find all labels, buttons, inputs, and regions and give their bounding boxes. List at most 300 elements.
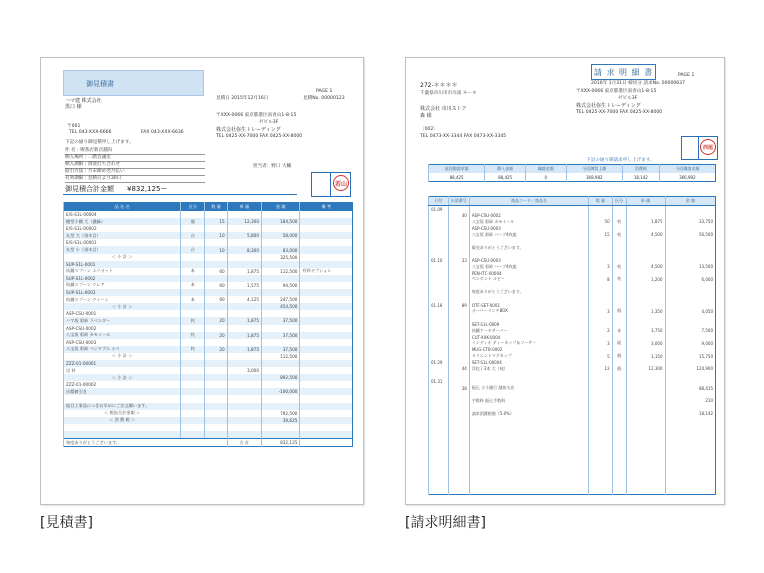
table-cell: 10 [205,232,227,239]
invoice-column-header: 商品コード／商品名 [469,197,588,206]
quote-column-header: 備 考 [300,203,353,212]
table-cell: 3,000 [626,340,665,346]
table-cell: SUP-S1L-0003 [64,289,181,296]
table-cell: 44 [448,366,469,372]
table-cell [262,403,300,410]
table-cell [300,388,353,395]
table-cell [227,225,261,232]
invoice-column-header: 伝票番号 [448,197,469,206]
invoice-summary-table [428,164,716,182]
table-cell: 3,750 [626,327,665,333]
table-cell: ASP-CSU-0002 [64,325,181,332]
table-cell: 792,500 [262,410,300,417]
table-cell: ASP-CSU-0001 [64,310,181,317]
table-row [64,339,353,346]
quote-column-header: 品 名 名 [64,203,181,212]
quote-number: 見積No. 00000123 [303,96,345,101]
quote-footer-total-label: 合 計 [227,439,261,447]
table-cell: 毎度ありがとうございます。 [469,289,588,295]
table-cell: 個 [181,218,205,225]
table-cell [181,303,205,310]
table-row [64,282,353,289]
table-cell: 1,875 [626,219,665,225]
table-cell: 1,875 [227,268,261,275]
quote-total-value: ¥832,125ー [127,185,168,193]
table-cell: 01.29 [429,359,449,365]
quote-subject-block [65,148,205,183]
table-cell [181,261,205,268]
table-cell: 組目工事品につきお早めにご注文願います。 [64,403,181,410]
table-cell [262,310,300,317]
table-cell [262,339,300,346]
table-row [64,367,353,374]
table-cell: 枚 [612,264,626,270]
table-cell [262,261,300,268]
table-cell: SET-S1L-00004 [469,359,588,365]
total-underline [63,194,297,195]
table-cell [227,431,261,438]
table-cell [181,310,205,317]
table-cell: 12 [589,366,613,372]
table-cell [205,403,227,410]
table-cell: OTF-SET-0001 [469,302,588,308]
table-cell: 枚 [181,332,205,339]
table-cell: 88,415 [665,385,716,391]
table-row [64,403,353,410]
table-cell [181,388,205,395]
table-cell [262,367,300,374]
table-cell [469,487,588,494]
summary-value: 18,142 [622,173,659,182]
table-cell: 3 [589,264,613,270]
table-cell: ASP-CSU-0002 [469,212,588,218]
table-cell: 台 [181,246,205,253]
table-cell [64,395,181,402]
table-cell: 37,500 [262,346,300,353]
quote-footer-table [63,438,353,447]
quote-column-header: 単 価 [227,203,261,212]
table-cell: 15,750 [665,353,716,359]
table-cell [469,206,588,213]
table-cell: 20 [205,346,227,353]
table-cell [300,417,353,424]
invoice-column-header: 区分 [612,197,626,206]
company-seal: 若山 [333,175,349,191]
subject-row: 取引方法 : 月末締め翌月払い [65,169,205,176]
table-cell: 1,875 [227,332,261,339]
summary-value: 88,425 [485,173,526,182]
table-cell: 3 [589,340,613,346]
table-cell [262,431,300,438]
table-cell: ZZZ-01-00002 [64,381,181,388]
quote-column-header: 金 額 [262,203,300,212]
table-cell [205,239,227,246]
quote-title-bar [63,70,204,96]
table-cell [227,254,261,261]
table-cell [205,325,227,332]
summary-value: 0 [525,173,566,182]
quote-customer-fax: FAX 043-XXX-6636 [141,130,184,135]
table-cell: 枚 [612,232,626,238]
invoice-note: 下記の通り御請求申し上げます。 [586,158,655,163]
table-cell [626,206,665,213]
table-cell [181,360,205,367]
table-cell [300,374,353,381]
table-cell: ASP-CSU-0003 [469,257,588,263]
quote-sender-building: ゼビル3F [259,120,279,125]
table-cell [262,325,300,332]
quote-staff: 担当者：野口 大輔 [253,164,292,169]
table-cell: 3 [589,308,613,314]
invoice-items-table [428,196,716,495]
table-row [64,346,353,353]
table-cell: SUP-S1L-0001 [64,261,181,268]
table-cell: ＜ 小 計 ＞ [64,254,181,261]
invoice-sheet [405,57,725,505]
table-cell: 個 [612,308,626,314]
table-cell [181,339,205,346]
table-cell [227,410,261,417]
table-cell: 紡錘スプーン クイーン [64,296,181,303]
table-row [64,381,353,388]
table-cell [205,410,227,417]
table-cell [181,353,205,360]
table-cell [205,310,227,317]
table-cell [205,367,227,374]
table-cell: E/S-S1L-00001 [64,239,181,246]
table-cell: 39,625 [262,417,300,424]
table-row [64,431,353,438]
table-cell [262,289,300,296]
table-row [64,353,353,360]
table-cell: 12,300 [227,218,261,225]
table-row [64,424,353,431]
table-cell [181,417,205,424]
table-cell [626,487,665,494]
table-cell [589,487,613,494]
table-cell [300,303,353,310]
table-cell: E/S-S1L-00004 [64,211,181,218]
table-cell [300,282,353,289]
table-cell: ＜ 消 費 税 ＞ [64,417,181,424]
table-cell: 8 [589,276,613,282]
summary-header: 消費税 [622,165,659,174]
table-cell [181,254,205,261]
table-cell [227,381,261,388]
table-row [64,303,353,310]
table-cell: 八宝坂 彩絵 ベジタブル ナス [64,346,181,353]
table-cell: 124,900 [665,366,716,372]
invoice-sender-company: 株式会社弥生トレーディング [576,103,641,109]
invoice-customer-code: 〔002〕 [420,127,438,132]
table-cell [300,339,353,346]
table-cell: SUP-S1L-0002 [64,275,181,282]
table-cell: 13,500 [665,264,716,270]
table-cell: 18,142 [665,411,716,417]
table-cell [64,431,181,438]
table-cell [181,410,205,417]
table-cell [300,211,353,218]
table-row [64,218,353,225]
subject-row: 件 名 : 喫茶店新店舗向 [65,148,205,155]
table-cell: ASP-CSU-0003 [469,225,588,231]
table-cell [300,232,353,239]
table-row [64,374,353,381]
quote-column-header: 区分 [181,203,205,212]
table-row [64,239,353,246]
table-cell: 本 [612,327,626,333]
invoice-date-line: 2016年 1月31日 締切分 請求No. 00000637 [591,81,686,86]
table-cell: 5,800 [227,232,261,239]
table-cell: 紡錘スプーン クレア [64,282,181,289]
table-cell: 892,500 [262,374,300,381]
table-cell: 本 [181,268,205,275]
table-cell [205,289,227,296]
invoice-column-header: 金 額 [665,197,716,206]
table-cell [227,374,261,381]
table-cell [300,367,353,374]
table-cell [227,303,261,310]
quote-date: 見積日 2015年12月16日 [216,96,269,101]
table-cell [64,424,181,431]
invoice-column-header: 日付 [429,197,449,206]
table-cell [300,275,353,282]
table-row [64,332,353,339]
table-cell [227,403,261,410]
table-cell [181,225,205,232]
table-cell [181,424,205,431]
table-cell [205,261,227,268]
table-cell: 112,500 [262,268,300,275]
table-cell: 8,300 [227,246,261,253]
table-cell [665,487,716,494]
table-cell: ＜ 小 計 ＞ [64,353,181,360]
table-cell [205,388,227,395]
table-cell: 八宝坂 彩絵 カモミール [469,219,588,225]
table-cell [300,296,353,303]
table-cell: -100,000 [262,388,300,395]
table-cell [181,395,205,402]
table-cell: 83,000 [262,246,300,253]
quote-sender-tel: TEL 0425-XX-7000 FAX 0425-XX-8000 [216,134,303,139]
table-cell: 1,350 [626,308,665,314]
table-cell: 枚 [181,317,205,324]
table-cell [300,410,353,417]
table-cell: 4,500 [626,232,665,238]
table-cell: CUT-XXK-0004 [469,334,588,340]
table-cell [262,424,300,431]
table-cell [227,388,261,395]
table-cell [448,206,469,213]
invoice-sender-tel: TEL 0425-XX-7000 FAX 0425-XX-8000 [576,110,663,115]
table-cell: 振込 小小銀行 越前支店 [469,385,588,391]
table-cell: 台 [181,232,205,239]
caption-invoice: [請求明細書] [405,515,486,531]
table-cell [227,289,261,296]
quote-page: PAGE 1 [316,89,333,94]
table-cell: 組 [612,340,626,346]
summary-header: 今回御請求額 [659,165,715,174]
table-cell: 個 [612,366,626,372]
table-cell: 60 [205,268,227,275]
table-cell [205,275,227,282]
table-cell: 40 [448,212,469,218]
table-cell: 10 [205,246,227,253]
table-cell [300,325,353,332]
table-cell: 58,000 [262,232,300,239]
table-row [64,261,353,268]
table-cell: 1,875 [227,317,261,324]
table-cell [300,381,353,388]
quote-footer-note: 毎度ありがとうございます。 [64,439,228,447]
table-row [429,487,716,494]
table-cell [300,346,353,353]
invoice-page: PAGE 1 [678,73,695,78]
table-cell: ZZZ-01-00001 [64,360,181,367]
summary-value: 368,982 [566,173,622,182]
quote-sender-company: 株式会社弥生トレーディング [216,127,281,133]
table-cell: 2 [589,327,613,333]
table-cell [205,303,227,310]
company-seal: 西尾 [700,139,716,155]
table-cell [181,431,205,438]
table-cell [262,381,300,388]
table-cell: 丸型 大（黒木目） [64,232,181,239]
table-cell [300,289,353,296]
table-cell [300,310,353,317]
table-cell: 60 [205,282,227,289]
table-cell: 5 [589,353,613,359]
summary-value: 88,425 [429,173,485,182]
table-cell: 325,500 [262,254,300,261]
invoice-title: 請 求 明 細 書 [591,64,656,80]
table-cell: 15 [589,232,613,238]
subject-row: 納入場所 : 二階会議室 [65,155,205,162]
table-cell [227,424,261,431]
table-cell [205,424,227,431]
table-cell: 01.18 [429,302,449,308]
table-row [64,296,353,303]
table-cell [227,360,261,367]
table-cell: 4,500 [626,264,665,270]
summary-header: 御入金額 [485,165,526,174]
table-cell: 20 [205,332,227,339]
table-cell [300,395,353,402]
table-cell [227,261,261,268]
table-cell: ハマ坂 彩絵 ラベンダー [64,317,181,324]
table-cell: 20 [205,317,227,324]
table-cell [300,218,353,225]
quote-items-table [63,202,353,446]
table-cell [181,275,205,282]
quote-intro: 下記の通り御見積申し上げます。 [65,140,134,145]
table-cell: 60 [205,296,227,303]
invoice-customer-zip: 272-＊＊＊＊ [420,82,458,89]
invoice-column-header: 単 価 [626,197,665,206]
table-cell [227,310,261,317]
table-cell [205,395,227,402]
table-cell: 八宝坂 彩絵 カモミール [64,332,181,339]
table-cell [300,261,353,268]
table-cell [300,403,353,410]
table-row [64,310,353,317]
table-cell: 紡錘スプーン エリオット [64,268,181,275]
table-cell: オリエントマグカップ [469,353,588,359]
table-cell [262,225,300,232]
table-cell: 9,000 [665,340,716,346]
table-cell: E/S-S1L-00002 [64,225,181,232]
table-cell: 6,000 [665,276,716,282]
table-cell: ＜ 税抜合計金額 ＞ [64,410,181,417]
table-cell: 洋包丁3本 大（純） [469,366,588,372]
table-cell: 1,575 [227,282,261,289]
table-cell: 94,500 [262,282,300,289]
quote-sender-zip: 〒XXX-0066 東京都港区南青山1-8-15 [216,113,297,118]
table-cell: 1,875 [227,346,261,353]
table-cell: 210 [665,398,716,404]
quote-footer-total: 832,125 [262,439,300,447]
table-cell: 送 料 [64,367,181,374]
table-cell [300,254,353,261]
table-cell [205,431,227,438]
table-cell: SET-S1L-0009 [469,321,588,327]
invoice-customer-person: 森 様 [420,113,432,119]
invoice-sender-zip: 〒XXX-0066 東京都港区南青山1-8-15 [576,89,657,94]
table-cell: 紡錘ケーキサーバー [469,327,588,333]
table-cell: 33 [448,257,469,263]
table-cell: 枚 [612,276,626,282]
table-cell [227,211,261,218]
table-cell [227,395,261,402]
table-cell: 184,500 [262,218,300,225]
table-cell [262,211,300,218]
table-cell: 有料オプション [300,268,353,275]
table-cell: MUG-CTB-0002 [469,347,588,353]
table-cell: 37,500 [262,317,300,324]
table-cell: オーバーランチBOX [469,308,588,314]
table-cell: 八宝坂 彩絵 ハーブ4枚組 [469,232,588,238]
table-cell [227,417,261,424]
table-cell: 12,300 [626,366,665,372]
table-cell [300,424,353,431]
table-cell [181,211,205,218]
table-cell [205,360,227,367]
table-row [64,225,353,232]
table-cell: 枚 [181,346,205,353]
table-cell [227,275,261,282]
table-cell [205,254,227,261]
table-cell [181,381,205,388]
table-cell: 手数料 振込手数料 [469,398,588,404]
table-cell: 7,500 [665,327,716,333]
table-cell [300,431,353,438]
table-cell [300,246,353,253]
subject-row: 納入期限 : 別途打ち合わせ [65,162,205,169]
table-cell: 56,500 [665,232,716,238]
table-cell [300,317,353,324]
table-cell [612,206,626,213]
invoice-customer-tel: TEL 0473-XX-3344 FAX 0473-XX-3345 [420,134,507,139]
quote-customer-company: ハマ建 株式会社 [65,98,102,104]
table-cell [205,353,227,360]
table-cell: 棚型小棚 大（濃緑） [64,218,181,225]
table-cell [181,239,205,246]
table-cell [448,487,469,494]
table-cell: 1,200 [626,276,665,282]
summary-value: 366,992 [659,173,715,182]
table-cell [227,339,261,346]
invoice-sender-building: ゼビル3F [618,96,638,101]
